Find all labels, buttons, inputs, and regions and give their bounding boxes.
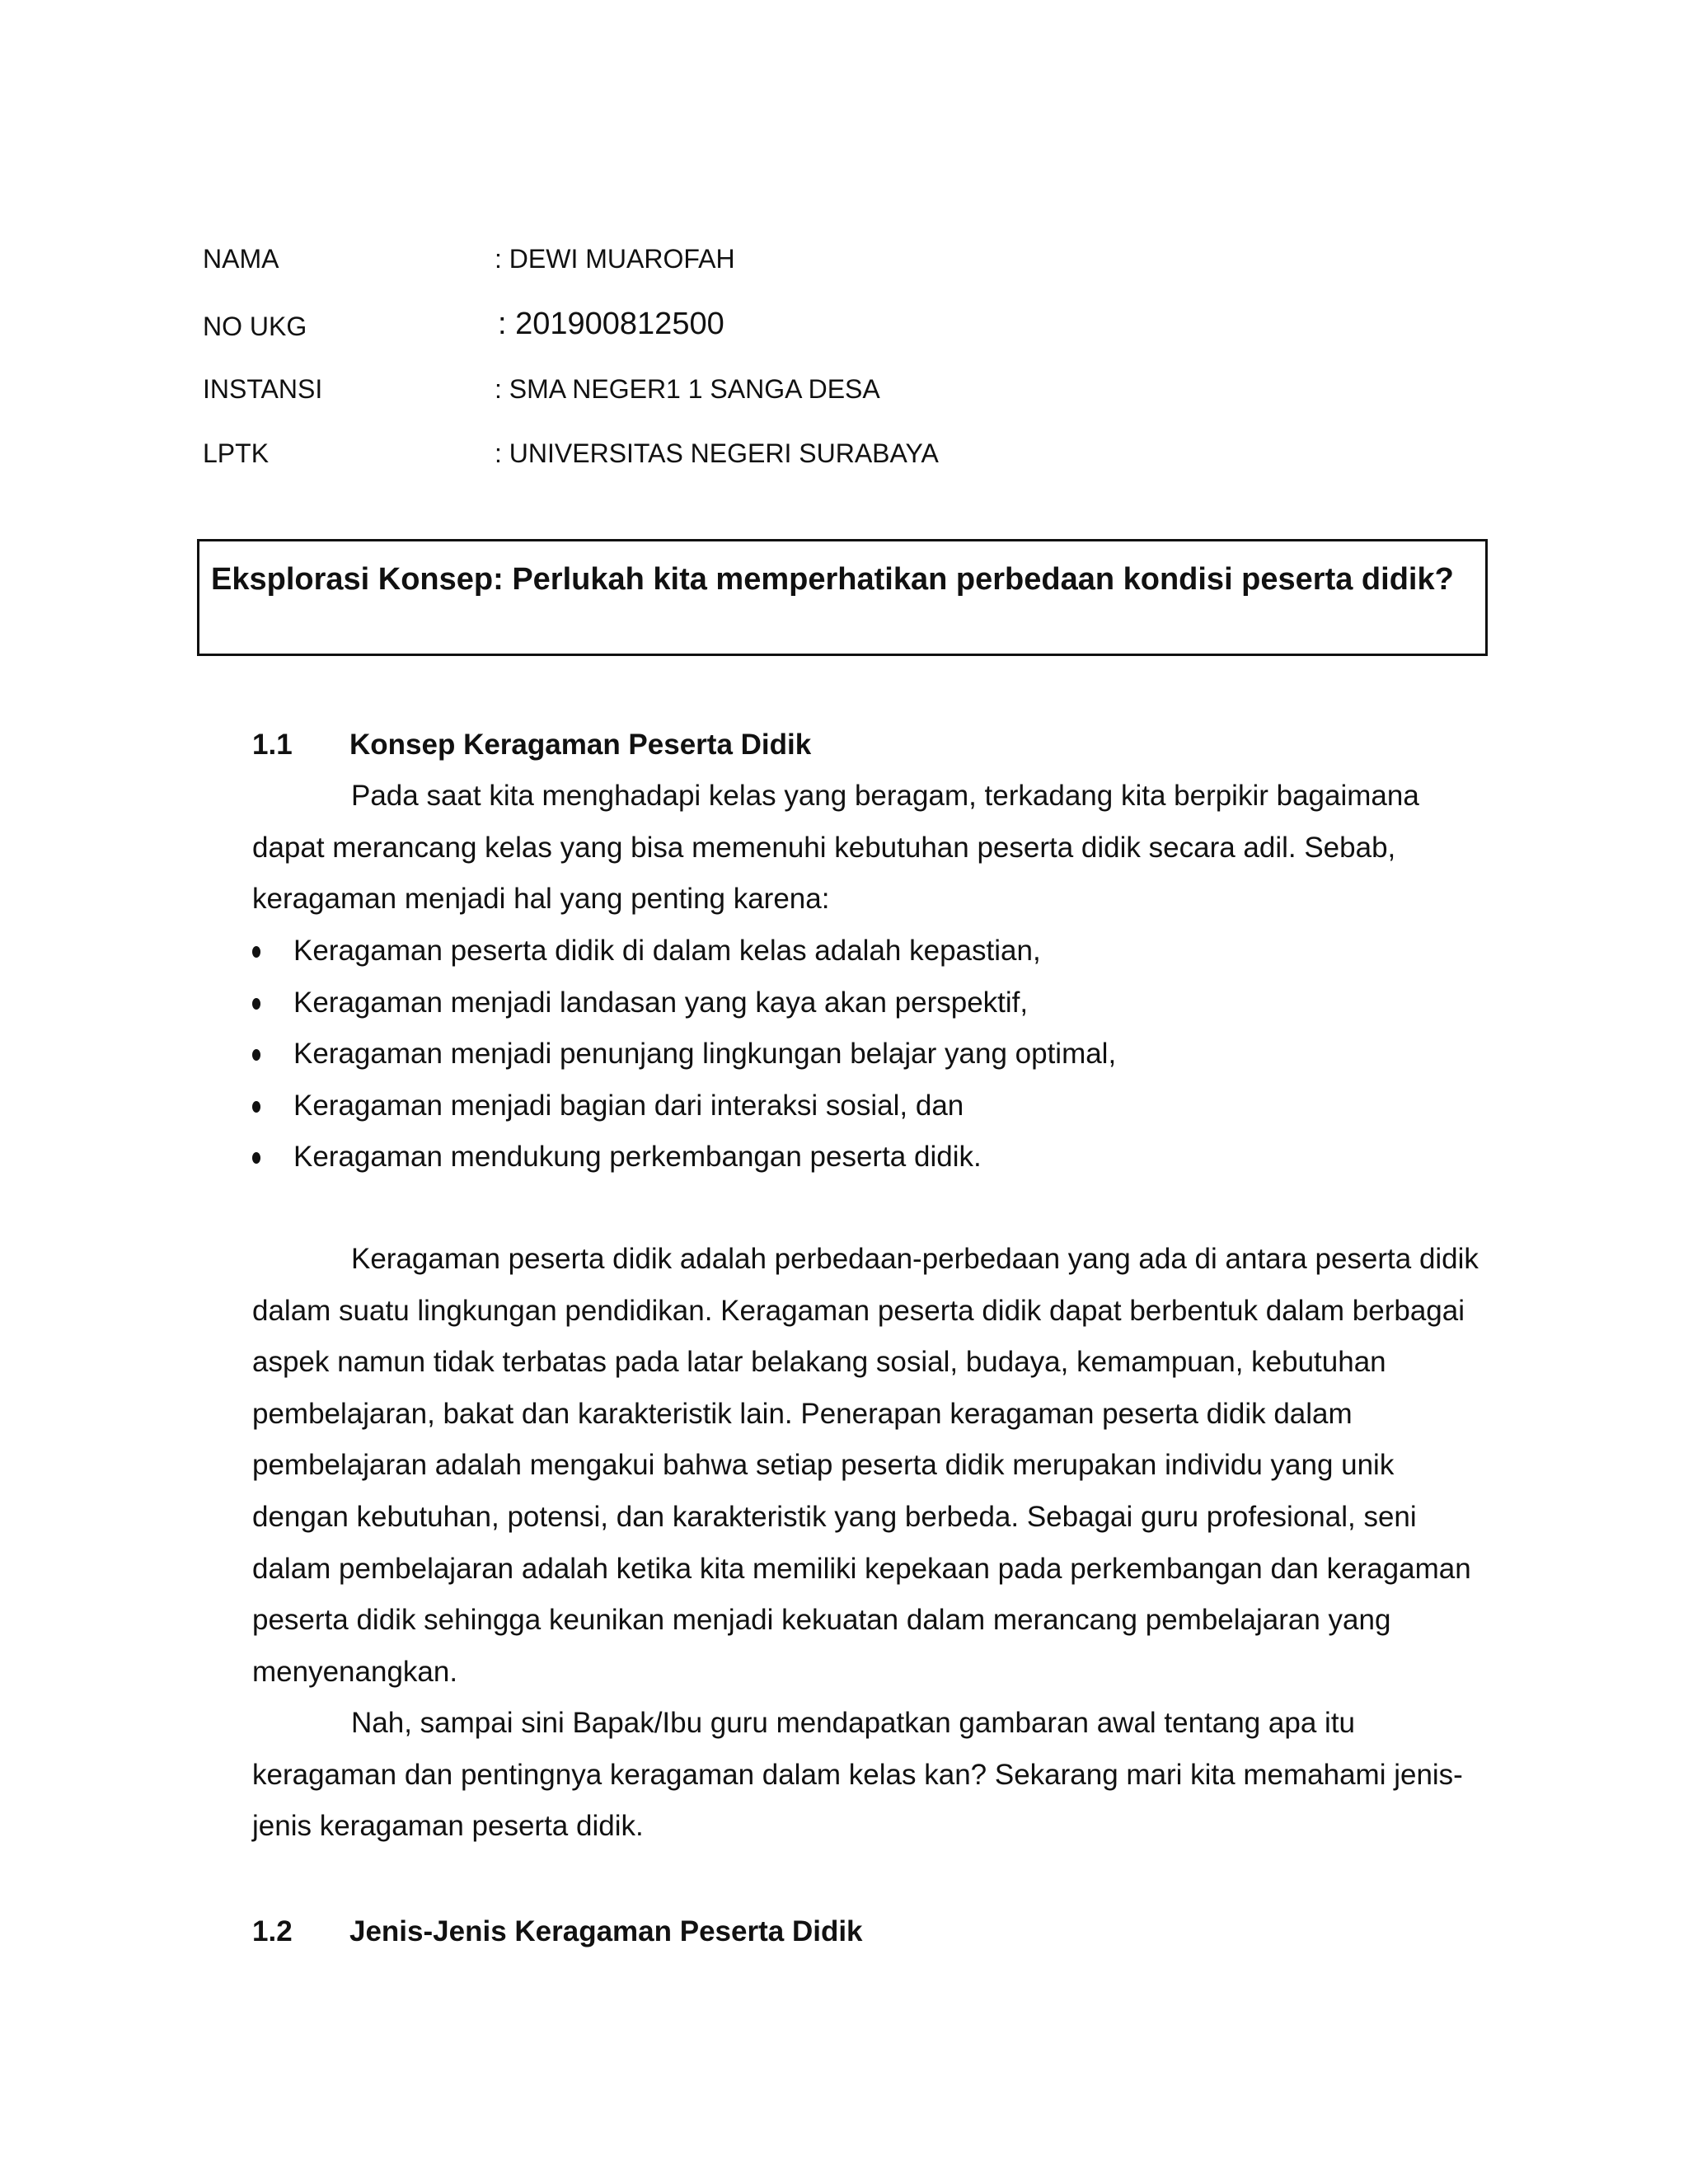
list-item-text: Keragaman menjadi landasan yang kaya akan perspektif, — [293, 986, 1029, 1019]
section-title: Konsep Keragaman Peserta Didik — [349, 729, 812, 761]
list-item-text: Keragaman menjadi bagian dari interaksi sosial, dan — [293, 1089, 964, 1122]
list-item — [252, 977, 1116, 1029]
list-item-text: Keragaman peserta didik di dalam kelas adalah kepastian, — [293, 935, 1041, 967]
list-item-text: Keragaman mendukung perkembangan peserta didik. — [293, 1141, 982, 1174]
list-item — [252, 926, 1116, 977]
list-item — [252, 1080, 1116, 1132]
info-label: INSTANSI — [203, 374, 323, 404]
list-item — [252, 1029, 1116, 1080]
info-label: NO UKG — [203, 312, 307, 341]
section-number: 1.2 — [252, 1915, 293, 1947]
info-value: : 201900812500 — [498, 307, 724, 341]
diversity-bullet-list — [252, 926, 1116, 1183]
info-value: : DEWI MUAROFAH — [495, 244, 735, 274]
list-item — [252, 1132, 1116, 1183]
info-value: : UNIVERSITAS NEGERI SURABAYA — [495, 438, 939, 468]
section-title: Jenis-Jenis Keragaman Peserta Didik — [349, 1915, 863, 1947]
bullet-icon — [252, 998, 260, 1010]
concept-title-box — [197, 539, 1488, 656]
info-label: LPTK — [203, 438, 270, 468]
list-item-text: Keragaman menjadi penunjang lingkungan belajar yang optimal, — [293, 1038, 1117, 1071]
intro-paragraph: Pada saat kita menghadapi kelas yang beragam, terkadang kita berpikir bagaimana dapat merancang kelas yang bisa memenuhi kebutuhan peserta didik secara adil. Sebab, keragaman menjadi hal yang penting karena: — [252, 780, 1419, 916]
bullet-icon — [252, 1049, 260, 1061]
bullet-icon — [252, 1101, 260, 1113]
concept-title: Eksplorasi Konsep: Perlukah kita memperhatikan perbedaan kondisi peserta didik? — [211, 562, 1454, 597]
bullet-icon — [252, 1152, 260, 1164]
closing-paragraph: Nah, sampai sini Bapak/Ibu guru mendapatkan gambaran awal tentang apa itu keragaman dan pentingnya keragaman dalam kelas kan? Sekarang mari kita memahami jenis-jenis keragaman peserta didik. — [252, 1707, 1463, 1843]
info-value: : SMA NEGER1 1 SANGA DESA — [495, 374, 880, 404]
info-label: NAMA — [203, 244, 279, 274]
definition-paragraph: Keragaman peserta didik adalah perbedaan-perbedaan yang ada di antara peserta didik dalam suatu lingkungan pendidikan. Keragaman peserta didik dapat berbentuk dalam berbagai aspek namun tidak terbatas pada latar belakang sosial, budaya, kemampuan, kebutuhan pembelajaran, bakat dan karakteristik lain. Penerapan keragaman peserta didik dalam pembelajaran adalah mengakui bahwa setiap peserta didik merupakan individu yang unik dengan kebutuhan, potensi, dan karakteristik yang berbeda. Sebagai guru profesional, seni dalam pembelajaran adalah ketika kita memiliki kepekaan pada perkembangan dan keragaman peserta didik sehingga keunikan menjadi kekuatan dalam merancang pembelajaran yang menyenangkan. — [252, 1243, 1479, 1688]
section-number: 1.1 — [252, 729, 293, 761]
bullet-icon — [252, 946, 260, 958]
